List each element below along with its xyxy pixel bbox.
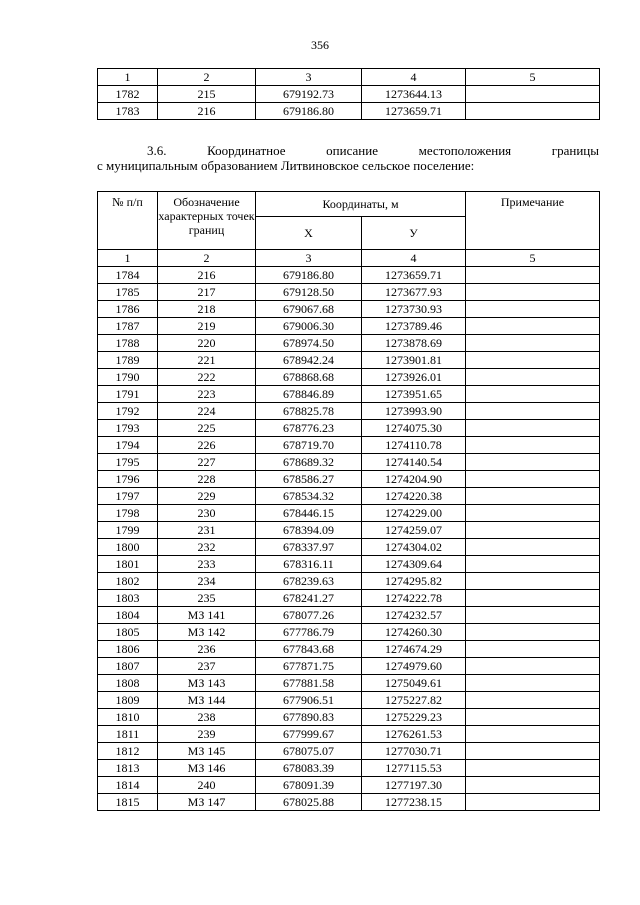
section-number: 3.6.	[147, 143, 167, 158]
note-cell	[466, 103, 600, 120]
note-cell	[466, 777, 600, 794]
y-coordinate-cell: 1277238.15	[362, 794, 466, 811]
point-designation-cell: МЗ 144	[158, 692, 256, 709]
note-cell	[466, 284, 600, 301]
point-number-cell: 1784	[98, 267, 158, 284]
point-designation-cell: 230	[158, 505, 256, 522]
header-coordinates: Координаты, м	[256, 192, 466, 217]
y-coordinate-cell: 1274220.38	[362, 488, 466, 505]
y-coordinate-cell: 1274110.78	[362, 437, 466, 454]
y-coordinate-cell: 1277115.53	[362, 760, 466, 777]
point-number-cell: 1792	[98, 403, 158, 420]
note-cell	[466, 86, 600, 103]
x-coordinate-cell: 678446.15	[256, 505, 362, 522]
column-number-cell: 5	[466, 69, 600, 86]
x-coordinate-cell: 678689.32	[256, 454, 362, 471]
point-designation-cell: 216	[158, 267, 256, 284]
note-cell	[466, 386, 600, 403]
y-coordinate-cell: 1273730.93	[362, 301, 466, 318]
point-designation-cell: 225	[158, 420, 256, 437]
point-designation-cell: МЗ 147	[158, 794, 256, 811]
y-coordinate-cell: 1274075.30	[362, 420, 466, 437]
point-designation-cell: МЗ 141	[158, 607, 256, 624]
point-designation-cell: 219	[158, 318, 256, 335]
table-row	[98, 590, 600, 607]
point-designation-cell: 240	[158, 777, 256, 794]
point-number-cell: 1798	[98, 505, 158, 522]
note-cell	[466, 454, 600, 471]
point-designation-cell: 239	[158, 726, 256, 743]
point-designation-cell: МЗ 146	[158, 760, 256, 777]
x-coordinate-cell: 678241.27	[256, 590, 362, 607]
note-cell	[466, 318, 600, 335]
table-row	[98, 743, 600, 760]
note-cell	[466, 437, 600, 454]
y-coordinate-cell: 1273951.65	[362, 386, 466, 403]
note-cell	[466, 726, 600, 743]
note-cell	[466, 403, 600, 420]
x-coordinate-cell: 678825.78	[256, 403, 362, 420]
note-cell	[466, 471, 600, 488]
note-cell	[466, 539, 600, 556]
point-number-cell: 1807	[98, 658, 158, 675]
point-number-cell: 1806	[98, 641, 158, 658]
table-row	[98, 692, 600, 709]
note-cell	[466, 488, 600, 505]
y-coordinate-cell: 1275049.61	[362, 675, 466, 692]
point-designation-cell: МЗ 142	[158, 624, 256, 641]
column-number-cell: 2	[158, 69, 256, 86]
point-number-cell: 1797	[98, 488, 158, 505]
table-row	[98, 386, 600, 403]
point-number-cell: 1791	[98, 386, 158, 403]
table-row	[98, 760, 600, 777]
point-designation-cell: МЗ 143	[158, 675, 256, 692]
point-number-cell: 1787	[98, 318, 158, 335]
point-designation-cell: 216	[158, 103, 256, 120]
point-number-cell: 1802	[98, 573, 158, 590]
y-coordinate-cell: 1274295.82	[362, 573, 466, 590]
coordinates-table-header	[98, 192, 600, 250]
y-coordinate-cell: 1273993.90	[362, 403, 466, 420]
x-coordinate-cell: 679006.30	[256, 318, 362, 335]
note-cell	[466, 658, 600, 675]
note-cell	[466, 607, 600, 624]
x-coordinate-cell: 677881.58	[256, 675, 362, 692]
table-row	[98, 624, 600, 641]
table-row	[98, 726, 600, 743]
x-coordinate-cell: 677906.51	[256, 692, 362, 709]
x-coordinate-cell: 678942.24	[256, 352, 362, 369]
y-coordinate-cell: 1277197.30	[362, 777, 466, 794]
table-row	[98, 488, 600, 505]
point-designation-cell: 234	[158, 573, 256, 590]
header-point-designation: Обозначение характерных точек границ	[158, 192, 256, 250]
column-number-cell: 3	[256, 69, 362, 86]
table-row	[98, 454, 600, 471]
note-cell	[466, 743, 600, 760]
x-coordinate-cell: 678025.88	[256, 794, 362, 811]
table-row	[98, 471, 600, 488]
x-coordinate-cell: 678091.39	[256, 777, 362, 794]
note-cell	[466, 369, 600, 386]
column-number-cell: 4	[362, 250, 466, 267]
table-row	[98, 794, 600, 811]
table-row	[98, 522, 600, 539]
point-designation-cell: 236	[158, 641, 256, 658]
column-number-cell: 4	[362, 69, 466, 86]
y-coordinate-cell: 1274229.00	[362, 505, 466, 522]
table-row	[98, 641, 600, 658]
point-number-cell: 1805	[98, 624, 158, 641]
point-number-cell: 1790	[98, 369, 158, 386]
column-number-cell: 1	[98, 250, 158, 267]
note-cell	[466, 573, 600, 590]
x-coordinate-cell: 678586.27	[256, 471, 362, 488]
note-cell	[466, 641, 600, 658]
x-coordinate-cell: 677786.79	[256, 624, 362, 641]
x-coordinate-cell: 678974.50	[256, 335, 362, 352]
y-coordinate-cell: 1273677.93	[362, 284, 466, 301]
y-coordinate-cell: 1275229.23	[362, 709, 466, 726]
y-coordinate-cell: 1274309.64	[362, 556, 466, 573]
x-coordinate-cell: 679186.80	[256, 103, 362, 120]
x-coordinate-cell: 679192.73	[256, 86, 362, 103]
section-heading-line2: с муниципальным образованием Литвиновское сельское поселение:	[97, 158, 475, 173]
note-cell	[466, 352, 600, 369]
point-designation-cell: 227	[158, 454, 256, 471]
table-row	[98, 369, 600, 386]
note-cell	[466, 505, 600, 522]
x-coordinate-cell: 677843.68	[256, 641, 362, 658]
point-designation-cell: 233	[158, 556, 256, 573]
point-number-cell: 1799	[98, 522, 158, 539]
table-row	[98, 675, 600, 692]
note-cell	[466, 420, 600, 437]
header-number: № п/п	[98, 192, 158, 250]
x-coordinate-cell: 678534.32	[256, 488, 362, 505]
note-cell	[466, 556, 600, 573]
point-designation-cell: 235	[158, 590, 256, 607]
y-coordinate-cell: 1273901.81	[362, 352, 466, 369]
table-row	[98, 86, 600, 103]
point-number-cell: 1813	[98, 760, 158, 777]
table-row	[98, 284, 600, 301]
x-coordinate-cell: 678083.39	[256, 760, 362, 777]
table-row	[98, 709, 600, 726]
section-title-word: описание	[326, 143, 378, 158]
point-number-cell: 1788	[98, 335, 158, 352]
note-cell	[466, 794, 600, 811]
x-coordinate-cell: 677999.67	[256, 726, 362, 743]
table-row	[98, 437, 600, 454]
header-y: У	[362, 216, 466, 249]
note-cell	[466, 590, 600, 607]
header-note: Примечание	[466, 192, 600, 250]
y-coordinate-cell: 1274204.90	[362, 471, 466, 488]
table-row	[98, 420, 600, 437]
section-title-word: границы	[551, 143, 599, 158]
point-number-cell: 1786	[98, 301, 158, 318]
x-coordinate-cell: 678394.09	[256, 522, 362, 539]
x-coordinate-cell: 678077.26	[256, 607, 362, 624]
point-designation-cell: 232	[158, 539, 256, 556]
point-designation-cell: 220	[158, 335, 256, 352]
x-coordinate-cell: 679186.80	[256, 267, 362, 284]
column-number-cell: 3	[256, 250, 362, 267]
point-number-cell: 1808	[98, 675, 158, 692]
point-number-cell: 1811	[98, 726, 158, 743]
point-designation-cell: 231	[158, 522, 256, 539]
y-coordinate-cell: 1275227.82	[362, 692, 466, 709]
note-cell	[466, 709, 600, 726]
y-coordinate-cell: 1273878.69	[362, 335, 466, 352]
table-row	[98, 658, 600, 675]
column-number-cell: 2	[158, 250, 256, 267]
x-coordinate-cell: 679067.68	[256, 301, 362, 318]
table-row	[98, 505, 600, 522]
x-coordinate-cell: 678075.07	[256, 743, 362, 760]
point-number-cell: 1796	[98, 471, 158, 488]
point-number-cell: 1782	[98, 86, 158, 103]
table-row	[98, 607, 600, 624]
coordinates-table	[97, 191, 600, 811]
point-designation-cell: 229	[158, 488, 256, 505]
point-number-cell: 1814	[98, 777, 158, 794]
point-number-cell: 1800	[98, 539, 158, 556]
point-number-cell: 1804	[98, 607, 158, 624]
table-row	[98, 556, 600, 573]
note-cell	[466, 267, 600, 284]
table-row	[98, 335, 600, 352]
point-number-cell: 1812	[98, 743, 158, 760]
table-row	[98, 573, 600, 590]
y-coordinate-cell: 1273659.71	[362, 103, 466, 120]
point-number-cell: 1793	[98, 420, 158, 437]
x-coordinate-cell: 678239.63	[256, 573, 362, 590]
y-coordinate-cell: 1274979.60	[362, 658, 466, 675]
x-coordinate-cell: 679128.50	[256, 284, 362, 301]
y-coordinate-cell: 1273926.01	[362, 369, 466, 386]
note-cell	[466, 335, 600, 352]
point-number-cell: 1801	[98, 556, 158, 573]
x-coordinate-cell: 677890.83	[256, 709, 362, 726]
point-number-cell: 1795	[98, 454, 158, 471]
point-designation-cell: 217	[158, 284, 256, 301]
point-designation-cell: 228	[158, 471, 256, 488]
table-row	[98, 539, 600, 556]
y-coordinate-cell: 1274260.30	[362, 624, 466, 641]
x-coordinate-cell: 678316.11	[256, 556, 362, 573]
point-designation-cell: 218	[158, 301, 256, 318]
y-coordinate-cell: 1274674.29	[362, 641, 466, 658]
x-coordinate-cell: 678719.70	[256, 437, 362, 454]
column-number-cell: 5	[466, 250, 600, 267]
y-coordinate-cell: 1274140.54	[362, 454, 466, 471]
column-number-cell: 1	[98, 69, 158, 86]
note-cell	[466, 675, 600, 692]
point-designation-cell: 237	[158, 658, 256, 675]
y-coordinate-cell: 1277030.71	[362, 743, 466, 760]
continuation-table	[97, 68, 600, 120]
point-number-cell: 1783	[98, 103, 158, 120]
point-number-cell: 1789	[98, 352, 158, 369]
note-cell	[466, 522, 600, 539]
table-row	[98, 318, 600, 335]
table-row	[98, 403, 600, 420]
table-row	[98, 267, 600, 284]
section-title-word: Координатное	[207, 143, 286, 158]
point-number-cell: 1785	[98, 284, 158, 301]
point-number-cell: 1810	[98, 709, 158, 726]
column-number-row	[98, 69, 600, 86]
y-coordinate-cell: 1273789.46	[362, 318, 466, 335]
coordinates-table-body	[98, 250, 600, 811]
note-cell	[466, 301, 600, 318]
note-cell	[466, 692, 600, 709]
table-row	[98, 103, 600, 120]
y-coordinate-cell: 1273644.13	[362, 86, 466, 103]
column-number-row	[98, 250, 600, 267]
continuation-table-body	[98, 69, 600, 120]
x-coordinate-cell: 678846.89	[256, 386, 362, 403]
x-coordinate-cell: 678337.97	[256, 539, 362, 556]
note-cell	[466, 760, 600, 777]
table-row	[98, 301, 600, 318]
y-coordinate-cell: 1273659.71	[362, 267, 466, 284]
y-coordinate-cell: 1274232.57	[362, 607, 466, 624]
y-coordinate-cell: 1274259.07	[362, 522, 466, 539]
page-number: 356	[311, 38, 329, 52]
point-designation-cell: 238	[158, 709, 256, 726]
point-number-cell: 1803	[98, 590, 158, 607]
header-row	[98, 192, 600, 217]
y-coordinate-cell: 1274304.02	[362, 539, 466, 556]
x-coordinate-cell: 678776.23	[256, 420, 362, 437]
point-number-cell: 1809	[98, 692, 158, 709]
y-coordinate-cell: 1274222.78	[362, 590, 466, 607]
point-designation-cell: 226	[158, 437, 256, 454]
point-designation-cell: 221	[158, 352, 256, 369]
y-coordinate-cell: 1276261.53	[362, 726, 466, 743]
table-row	[98, 777, 600, 794]
point-designation-cell: 222	[158, 369, 256, 386]
x-coordinate-cell: 677871.75	[256, 658, 362, 675]
point-designation-cell: 224	[158, 403, 256, 420]
section-heading-line1	[97, 143, 599, 158]
point-designation-cell: 223	[158, 386, 256, 403]
point-number-cell: 1794	[98, 437, 158, 454]
point-designation-cell: МЗ 145	[158, 743, 256, 760]
point-designation-cell: 215	[158, 86, 256, 103]
table-row	[98, 352, 600, 369]
section-title-word: местоположения	[418, 143, 512, 158]
note-cell	[466, 624, 600, 641]
x-coordinate-cell: 678868.68	[256, 369, 362, 386]
point-number-cell: 1815	[98, 794, 158, 811]
header-x: X	[256, 216, 362, 249]
